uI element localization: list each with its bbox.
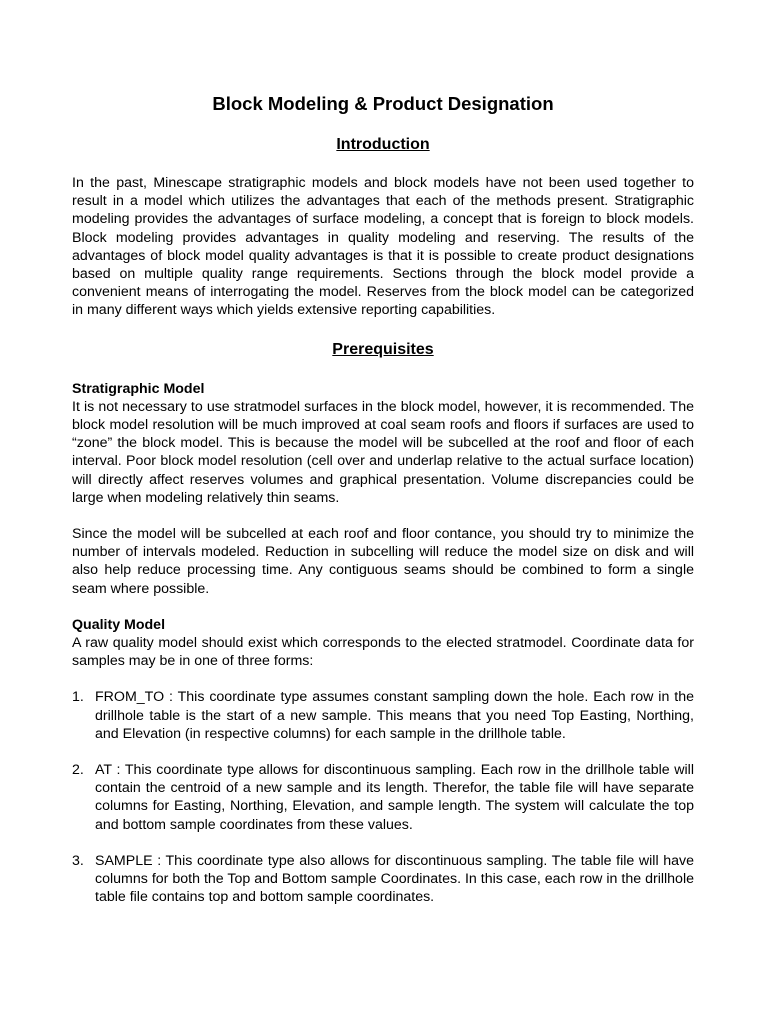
- stratigraphic-model-paragraph-2: Since the model will be subcelled at each roof and floor contance, you should try to minimize the number of intervals modeled. Reduction in subcelling will reduce the model size on disk and will also help reduce processing time. Any contiguous seams should be combined to form a single seam where possible.: [72, 526, 694, 597]
- list-item-text: SAMPLE : This coordinate type also allows for discontinuous sampling. The table file will have columns for both the Top and Bottom sample Coordinates. In this case, each row in the drillhole table file contains top and bottom sample coordinates.: [95, 852, 694, 906]
- document-title: Block Modeling & Product Designation: [212, 93, 554, 114]
- list-item-number: 3.: [72, 852, 84, 869]
- quality-model-paragraph: A raw quality model should exist which corresponds to the elected stratmodel. Coordinate data for samples may be in one of three forms:: [72, 635, 694, 670]
- quality-model-heading: Quality Model: [72, 616, 166, 633]
- list-item-text: FROM_TO : This coordinate type assumes constant sampling down the hole. Each row in the drillhole table is the start of a new sample. This means that you need Top Easting, Northing, and Elevation (in respective columns) for each sample in the drillhole table.: [95, 689, 694, 742]
- list-item-number: 2.: [72, 762, 84, 779]
- stratigraphic-model-paragraph-1: It is not necessary to use stratmodel surfaces in the block model, however, it is recommended. The block model resolution will be much improved at coal seam roofs and floors if surfaces are used to “zone” the block model. This is because the model will be subcelled at the roof and floor of each interval. Poor block model resolution (cell over and underlap relative to the actual surface location) will directly affect reserves volumes and graphical presentation. Volume discrepancies could be large when modeling relatively thin seams.: [72, 398, 694, 506]
- document-page: [72, 92, 694, 907]
- coordinate-types-list: [72, 688, 694, 906]
- list-item-text: AT : This coordinate type allows for discontinuous sampling. Each row in the drillhole table will contain the centroid of a new sample and its length. Therefor, the table file will have separate columns for Easting, Northing, Elevation, and sample length. The system will calculate the top and bottom sample coordinates from these values.: [95, 762, 694, 833]
- introduction-heading: Introduction: [336, 136, 430, 153]
- prerequisites-heading: Prerequisites: [332, 340, 434, 358]
- list-item: [72, 688, 694, 743]
- list-item: [72, 761, 694, 834]
- introduction-paragraph: In the past, Minescape stratigraphic models and block models have not been used together to result in a model which utilizes the advantages that each of the methods present. Stratigraphic modeling provides the advantages of surface modeling, a concept that is foreign to block models. Block modeling provides advantages in quality modeling and reserving. The results of the advantages of block model quality advantages is that it is possible to create product designations based on multiple quality range requirements. Sections through the block model provide a convenient means of interrogating the model. Reserves from the block model can be categorized in many different ways which yields extensive reporting capabilities.: [72, 175, 694, 319]
- list-item: [72, 852, 694, 907]
- stratigraphic-model-heading: Stratigraphic Model: [72, 380, 205, 397]
- list-item-number: 1.: [72, 689, 84, 706]
